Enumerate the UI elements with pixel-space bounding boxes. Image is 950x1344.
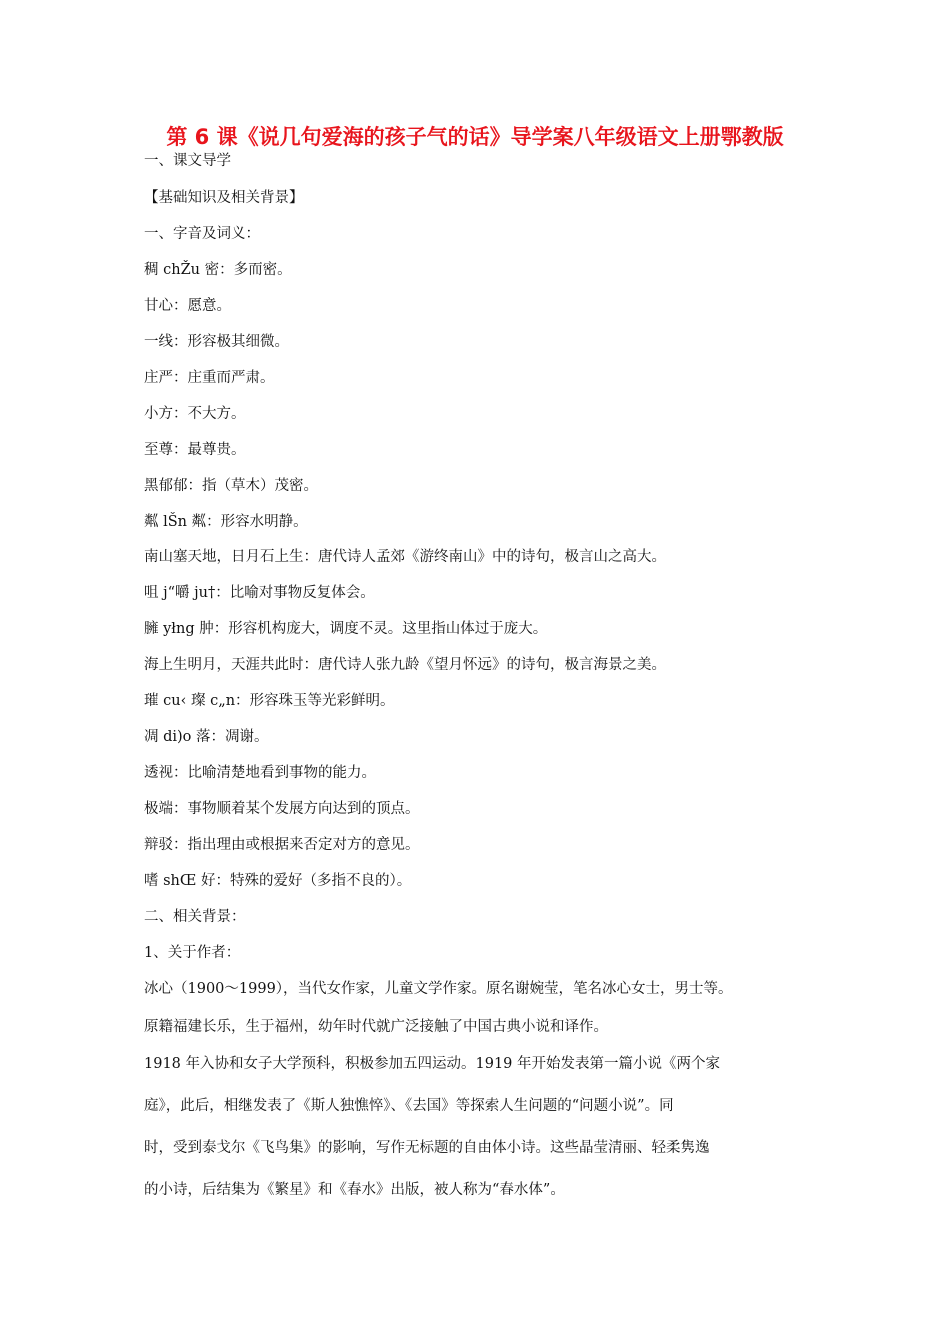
vocab-entry: 庄严：庄重而严肃。 bbox=[144, 370, 275, 386]
vocab-entry: 辩驳：指出理由或根据来否定对方的意见。 bbox=[144, 837, 420, 853]
paragraph-line: 原籍福建长乐，生于福州，幼年时代就广泛接触了中国古典小说和译作。 bbox=[144, 1019, 608, 1035]
paragraph-line: 1918 年入协和女子大学预科，积极参加五四运动。1919 年开始发表第一篇小说《两个家 bbox=[144, 1056, 721, 1072]
paragraph-line: 庭》，此后，相继发表了《斯人独憔悴》、《去国》等探索人生问题的“问题小说”。同 bbox=[144, 1098, 674, 1114]
vocab-entry: 海上生明月，天涯共此时：唐代诗人张九龄《望月怀远》的诗句，极言海景之美。 bbox=[144, 657, 666, 673]
paragraph-line: 时，受到泰戈尔《飞鸟集》的影响，写作无标题的自由体小诗。这些晶莹清丽、轻柔隽逸 bbox=[144, 1140, 710, 1156]
vocab-entry: 小方：不大方。 bbox=[144, 406, 246, 422]
subsection-heading: 二、相关背景： bbox=[144, 909, 246, 925]
subsection-heading: 【基础知识及相关背景】 bbox=[144, 190, 304, 206]
subsection-heading: 1、关于作者： bbox=[144, 945, 241, 961]
vocab-entry: 至尊：最尊贵。 bbox=[144, 442, 246, 458]
vocab-entry: 稠 chŽu 密：多而密。 bbox=[144, 262, 292, 278]
vocab-entry: 粼 lŠn 粼：形容水明静。 bbox=[144, 514, 308, 530]
vocab-entry: 璀 cu‹ 璨 c„n：形容珠玉等光彩鲜明。 bbox=[144, 693, 395, 709]
section-heading: 一、课文导学 bbox=[144, 153, 231, 169]
paragraph-line: 冰心（1900～1999），当代女作家，儿童文学作家。原名谢婉莹，笔名冰心女士，男士等。 bbox=[144, 981, 733, 997]
vocab-entry: 甘心：愿意。 bbox=[144, 298, 231, 314]
subsection-heading: 一、字音及词义： bbox=[144, 226, 260, 242]
vocab-entry: 南山塞天地，日月石上生：唐代诗人孟郊《游终南山》中的诗句，极言山之高大。 bbox=[144, 549, 666, 565]
vocab-entry: 极端：事物顺着某个发展方向达到的顶点。 bbox=[144, 801, 420, 817]
vocab-entry: 咀 j“嚼 ju†：比喻对事物反复体会。 bbox=[144, 585, 375, 601]
vocab-entry: 臃 yłng 肿：形容机构庞大，调度不灵。这里指山体过于庞大。 bbox=[144, 621, 548, 637]
vocab-entry: 一线：形容极其细微。 bbox=[144, 334, 289, 350]
paragraph-line: 的小诗，后结集为《繁星》和《春水》出版，被人称为“春水体”。 bbox=[144, 1182, 565, 1198]
vocab-entry: 黑郁郁：指（草木）茂密。 bbox=[144, 478, 318, 494]
document-title: 第 6 课《说几句爱海的孩子气的话》导学案八年级语文上册鄂教版 bbox=[166, 125, 784, 149]
vocab-entry: 嗜 shŒ 好：特殊的爱好（多指不良的）。 bbox=[144, 873, 412, 889]
vocab-entry: 透视：比喻清楚地看到事物的能力。 bbox=[144, 765, 376, 781]
vocab-entry: 凋 di)o 落：凋谢。 bbox=[144, 729, 269, 745]
